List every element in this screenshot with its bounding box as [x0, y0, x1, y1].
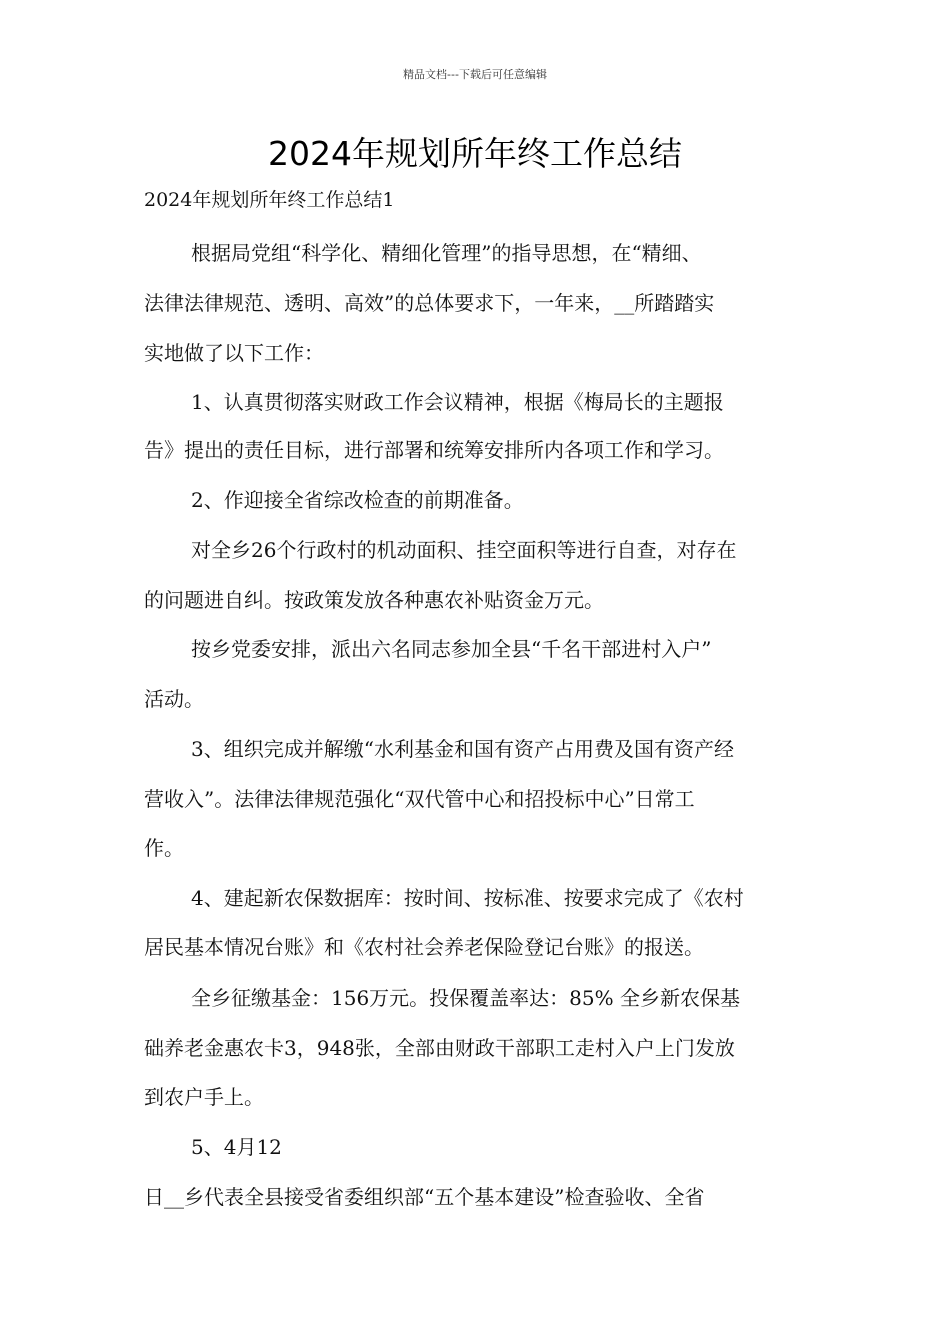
paragraph-line: 实地做了以下工作：: [144, 341, 324, 365]
paragraph-line: 1、认真贯彻落实财政工作会议精神，根据《梅局长的主题报: [191, 390, 724, 414]
paragraph-line: 告》提出的责任目标，进行部署和统筹安排所内各项工作和学习。: [144, 438, 724, 462]
paragraph-line: 活动。: [144, 687, 204, 711]
paragraph-line: 2、作迎接全省综改检查的前期准备。: [191, 488, 524, 512]
document-title: 2024年规划所年终工作总结: [268, 134, 682, 173]
paragraph-line: 作。: [144, 836, 184, 860]
paragraph-line: 3、组织完成并解缴“水利基金和国有资产占用费及国有资产经: [191, 737, 734, 761]
paragraph-line: 居民基本情况台账》和《农村社会养老保险登记台账》的报送。: [144, 935, 704, 959]
paragraph-line: 对全乡26个行政村的机动面积、挂空面积等进行自查，对存在: [191, 538, 737, 562]
paragraph-line: 按乡党委安排，派出六名同志参加全县“千名干部进村入户”: [191, 637, 712, 661]
section-subtitle: 2024年规划所年终工作总结1: [144, 189, 395, 211]
paragraph-line: 营收入”。法律法律规范强化“双代管中心和招投标中心”日常工: [144, 787, 695, 811]
paragraph-line: 日__乡代表全县接受省委组织部“五个基本建设”检查验收、全省: [144, 1185, 705, 1209]
paragraph-line: 根据局党组“科学化、精细化管理”的指导思想，在“精细、: [191, 241, 702, 265]
page-header-note: 精品文档---下载后可任意编辑: [403, 68, 547, 81]
paragraph-line: 到农户手上。: [144, 1085, 264, 1109]
paragraph-line: 法律法律规范、透明、高效”的总体要求下，一年来，__所踏踏实: [144, 291, 715, 315]
paragraph-line: 的问题进自纠。按政策发放各种惠农补贴资金万元。: [144, 588, 604, 612]
paragraph-line: 全乡征缴基金：156万元。投保覆盖率达：85% 全乡新农保基: [191, 986, 740, 1010]
paragraph-line: 4、建起新农保数据库：按时间、按标准、按要求完成了《农村: [191, 886, 744, 910]
paragraph-line: 5、4月12: [191, 1135, 282, 1159]
paragraph-line: 础养老金惠农卡3，948张，全部由财政干部职工走村入户上门发放: [144, 1036, 735, 1060]
